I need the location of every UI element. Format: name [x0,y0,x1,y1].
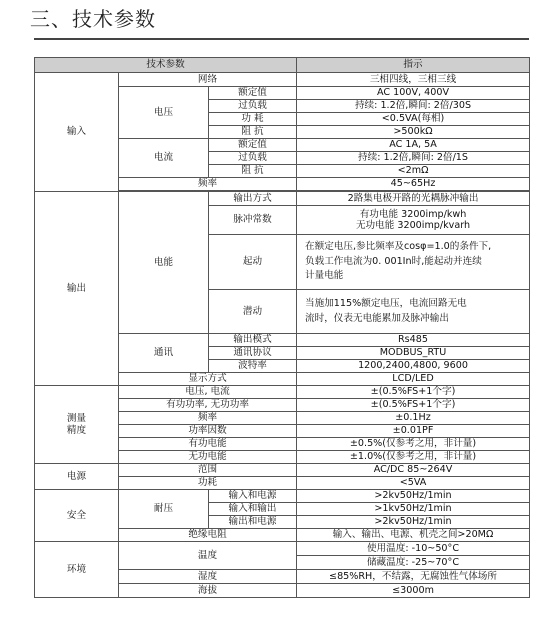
accuracy-row-label: 有功功率, 无功功率 [119,399,297,412]
accuracy-row-label: 功率因数 [119,425,297,438]
temperature-label: 温度 [119,542,297,570]
accuracy-label-line-2: 精度 [66,424,87,436]
accuracy-row-value: ±0.5%(仅参考之用，非计量) [297,438,530,451]
withstand-row-label: 输出和电源 [209,516,297,529]
accuracy-row-label: 有功电能 [119,438,297,451]
accuracy-group-label [35,386,119,464]
current-label: 电流 [119,139,209,178]
withstand-row-value: >2kv50Hz/1min [297,516,530,529]
header-value: 指示 [297,58,530,73]
current-impedance-label: 阻 抗 [209,165,297,178]
current-rated-value: AC 1A, 5A [297,139,530,152]
humidity-value: ≤85%RH，不结露，无腐蚀性气体场所 [297,570,530,584]
safety-group-label: 安全 [35,490,119,542]
voltage-impedance-label: 阻 抗 [209,126,297,139]
comm-mode-value: Rs485 [297,334,530,347]
start-value [297,235,530,290]
withstand-row-label: 输入和电源 [209,490,297,503]
current-impedance-value: <2mΩ [297,165,530,178]
power-consumption-label: 功耗 [119,477,297,490]
display-value: LCD/LED [297,373,530,386]
voltage-rated-label: 额定值 [209,87,297,100]
power-range-value: AC/DC 85~264V [297,464,530,477]
energy-label: 电能 [119,192,209,334]
comm-baud-value: 1200,2400,4800, 9600 [297,360,530,373]
power-group-label: 电源 [35,464,119,490]
title-rule [34,38,529,40]
accuracy-row-value: ±(0.5%FS+1个字) [297,386,530,399]
withstand-row-label: 输入和输出 [209,503,297,516]
humidity-label: 湿度 [119,570,297,584]
creep-line-2: 流时，仪表无电能累加及脉冲输出 [305,312,449,324]
altitude-value: ≤3000m [297,584,530,598]
environment-group-label: 环境 [35,542,119,598]
voltage-overload-label: 过负载 [209,100,297,113]
accuracy-row-value: ±(0.5%FS+1个字) [297,399,530,412]
withstand-label: 耐压 [119,490,209,529]
section-title: 三、技术参数 [30,7,156,31]
comm-protocol-value: MODBUS_RTU [297,347,530,360]
pulse-reactive-line: 无功电能 3200imp/kvarh [355,220,471,231]
pulse-constant-value [297,206,530,235]
pulse-constant-label: 脉冲常数 [209,206,297,235]
creep-line-1: 当施加115%额定电压，电流回路无电 [305,297,467,309]
display-label: 显示方式 [119,373,297,386]
accuracy-row-label: 频率 [119,412,297,425]
network-value: 三相四线，三相三线 [297,73,530,87]
accuracy-row-value: ±0.01PF [297,425,530,438]
current-overload-value: 持续: 1.2倍,瞬间: 2倍/1S [297,152,530,165]
voltage-power-value: <0.5VA(每相) [297,113,530,126]
pulse-active-line: 有功电能 3200imp/kwh [359,208,467,220]
power-range-label: 范围 [119,464,297,477]
accuracy-row-value: ±1.0%(仅参考之用，非计量) [297,451,530,464]
current-overload-label: 过负载 [209,152,297,165]
header-param: 技术参数 [35,58,297,73]
accuracy-row-label: 电压, 电流 [119,386,297,399]
altitude-label: 海拔 [119,584,297,598]
start-line-1: 在额定电压,参比频率及cosφ=1.0的条件下, [305,240,492,252]
comm-baud-label: 波特率 [209,360,297,373]
power-consumption-value: <5VA [297,477,530,490]
spec-table [34,57,530,598]
energy-mode-value: 2路集电极开路的光耦脉冲输出 [297,192,530,206]
energy-mode-label: 输出方式 [209,192,297,206]
input-group-label: 输入 [35,73,119,192]
output-group-label: 输出 [35,192,119,386]
start-line-2: 负载工作电流为0. 001In时,能起动并连续 [305,255,482,267]
voltage-label: 电压 [119,87,209,139]
current-rated-label: 额定值 [209,139,297,152]
voltage-power-label: 功 耗 [209,113,297,126]
withstand-row-value: >2kv50Hz/1min [297,490,530,503]
insulation-label: 绝缘电阻 [119,529,297,542]
insulation-value: 输入、输出、电源、机壳之间>20MΩ [297,529,530,542]
start-label: 起动 [209,235,297,290]
comm-mode-label: 输出模式 [209,334,297,347]
creep-value [297,290,530,334]
accuracy-label-line-1: 测量 [66,413,87,425]
comm-protocol-label: 通讯协议 [209,347,297,360]
creep-label: 潜动 [209,290,297,334]
temperature-storage-value: 储藏温度: -25~70°C [297,556,530,570]
temperature-use-value: 使用温度: -10~50°C [297,542,530,556]
withstand-row-value: >1kv50Hz/1min [297,503,530,516]
start-line-3: 计量电能 [305,270,344,282]
voltage-impedance-value: >500kΩ [297,126,530,139]
network-label: 网络 [119,73,297,87]
accuracy-row-label: 无功电能 [119,451,297,464]
accuracy-row-value: ±0.1Hz [297,412,530,425]
voltage-overload-value: 持续: 1.2倍,瞬间: 2倍/30S [297,100,530,113]
voltage-rated-value: AC 100V, 400V [297,87,530,100]
frequency-label: 频率 [119,178,297,191]
comm-label: 通讯 [119,334,209,373]
frequency-value: 45~65Hz [297,178,530,191]
